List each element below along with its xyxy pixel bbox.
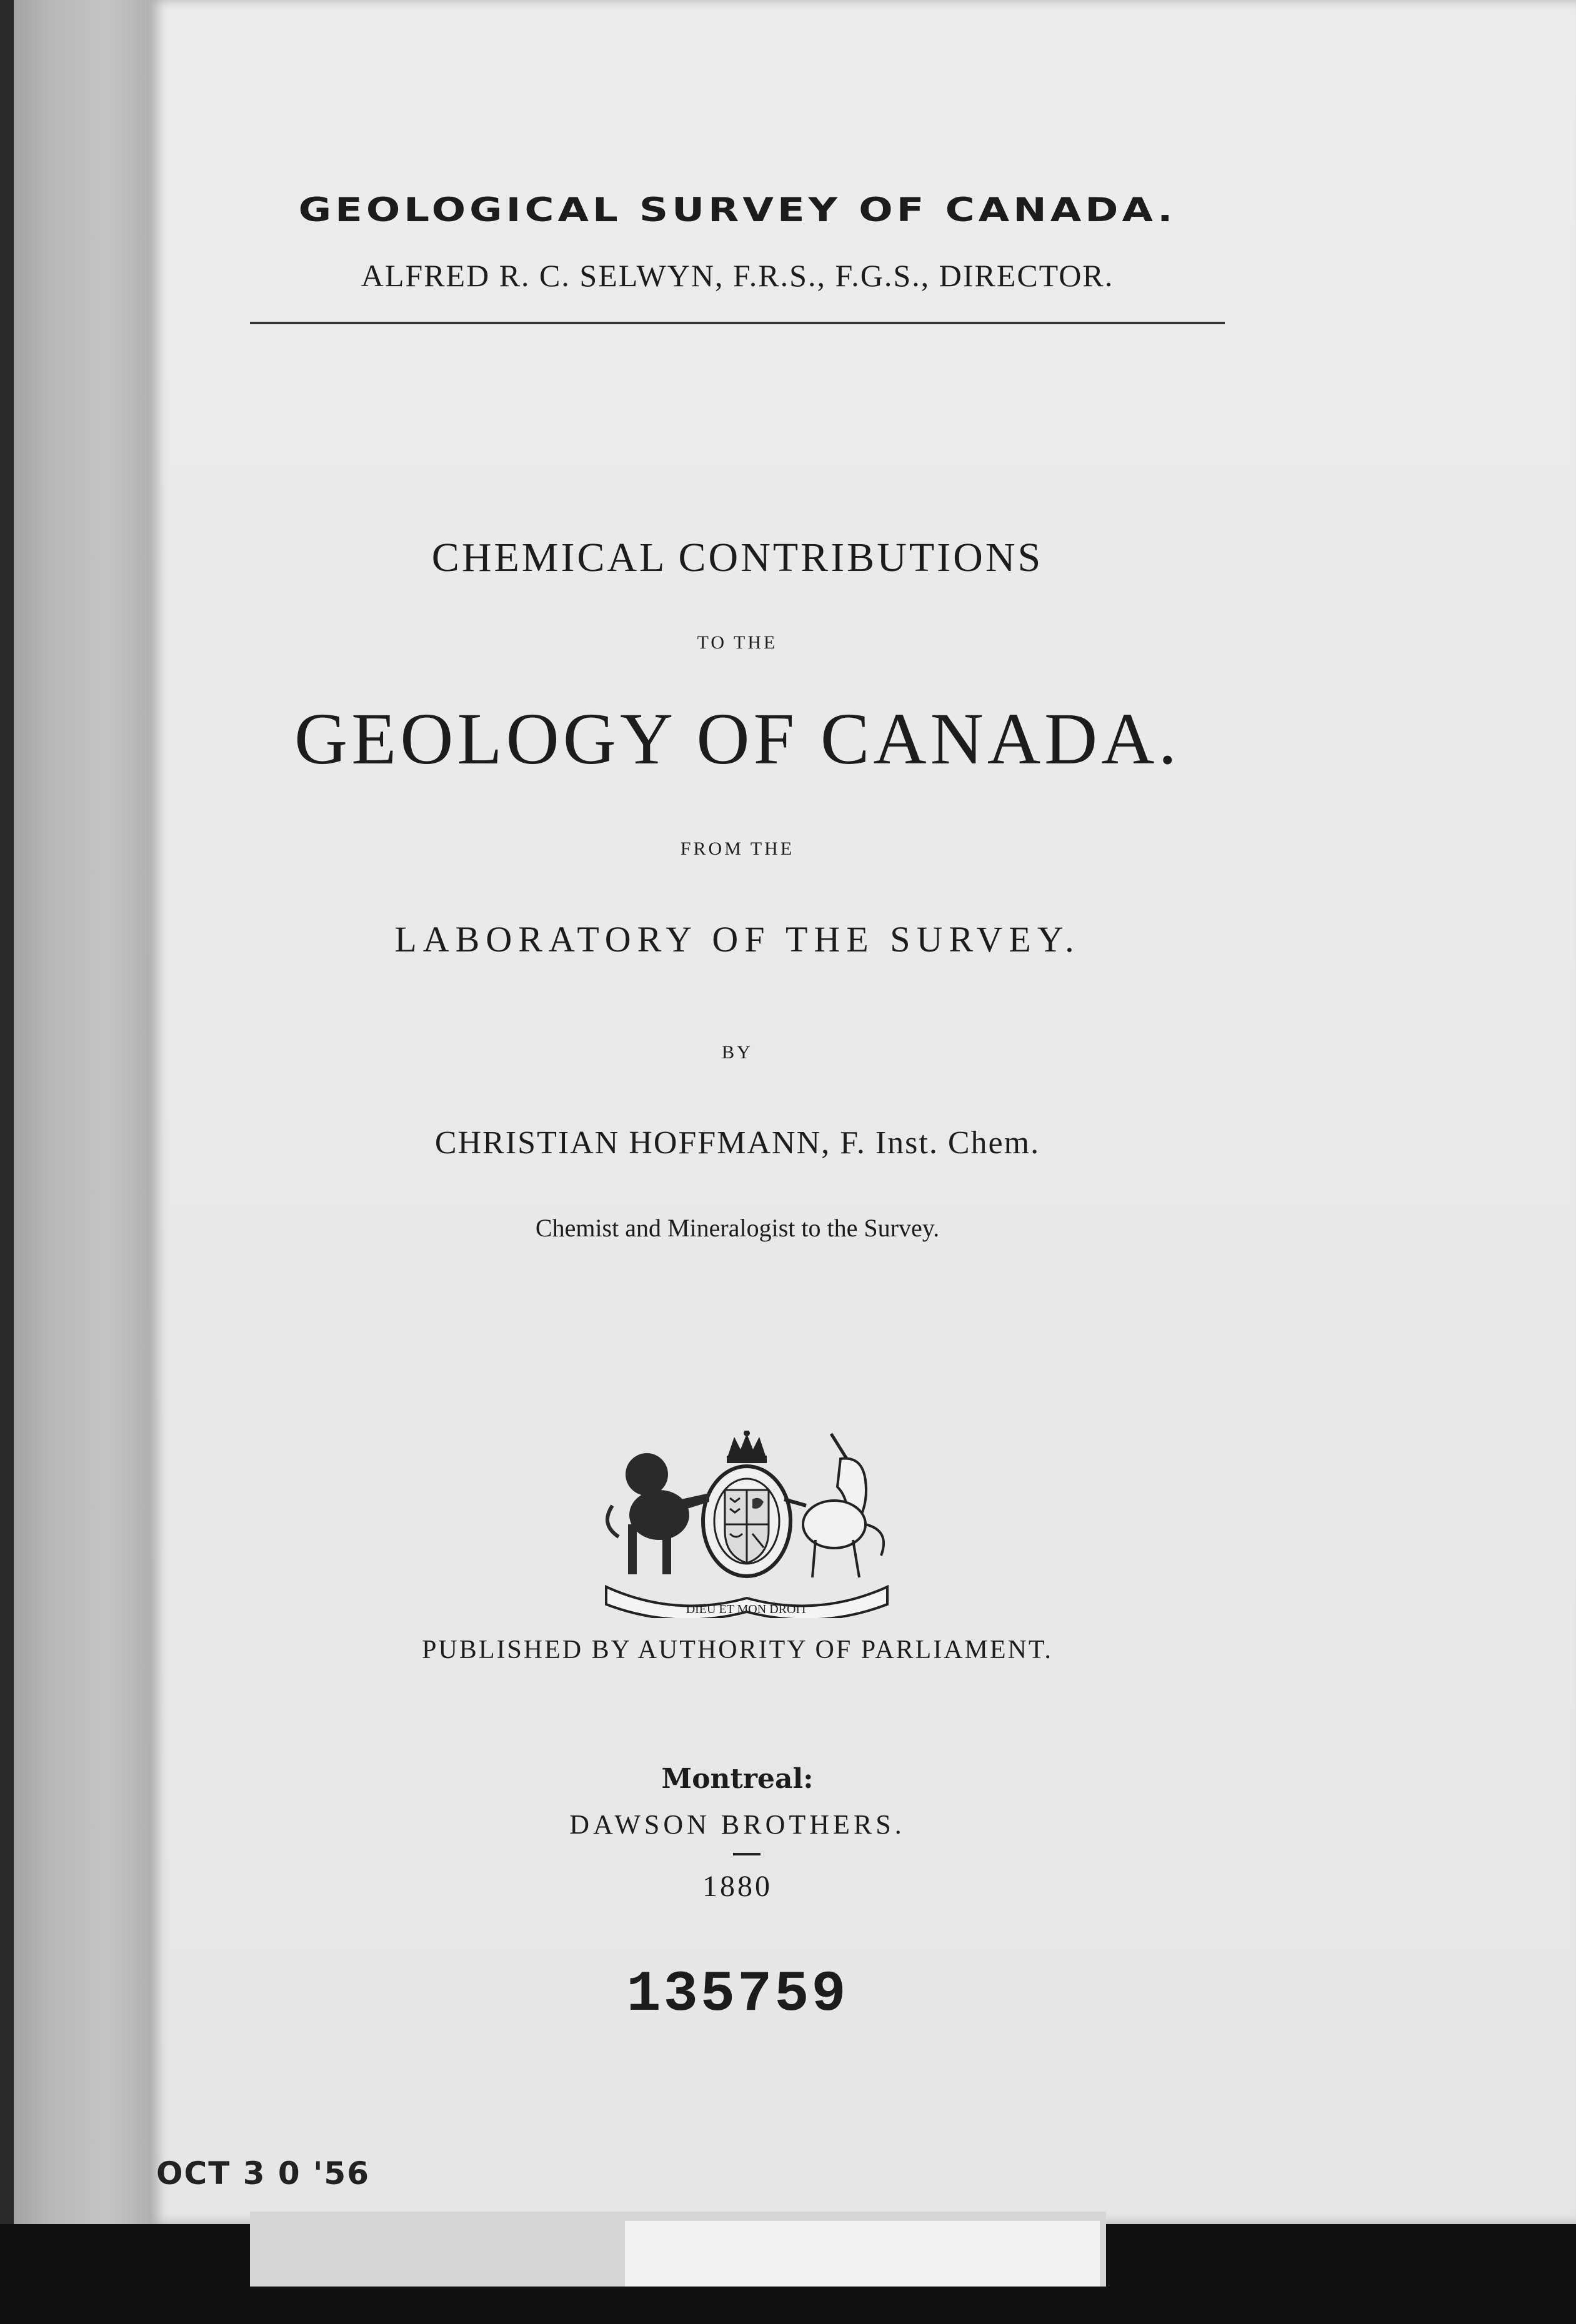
- motto-scroll-icon: [606, 1587, 887, 1618]
- title-line-1: CHEMICAL CONTRIBUTIONS: [431, 535, 1044, 580]
- main-title: GEOLOGY OF CANADA.: [294, 698, 1180, 780]
- director-line: ALFRED R. C. SELWYN, F.R.S., F.G.S., DIRECTOR.: [361, 258, 1114, 293]
- accession-number: 135759: [626, 1962, 849, 2027]
- author-role: Chemist and Mineralogist to the Survey.: [535, 1214, 940, 1242]
- lion-icon: [607, 1453, 709, 1574]
- title-connector-1: TO THE: [697, 632, 778, 653]
- publication-year: 1880: [702, 1870, 772, 1903]
- crown-icon: [727, 1431, 767, 1463]
- shield-icon: [703, 1466, 790, 1576]
- survey-title: GEOLOGICAL SURVEY OF CANADA.: [298, 191, 1177, 230]
- crest-motto: DIEU ET MON DROIT: [686, 1602, 808, 1616]
- book-spine: [0, 0, 153, 2324]
- publisher-rule: [733, 1853, 761, 1855]
- library-date-stamp: OCT 3 0 '56: [156, 2155, 370, 2192]
- publisher-name: DAWSON BROTHERS.: [569, 1809, 905, 1840]
- title-line-2: LABORATORY OF THE SURVEY.: [394, 919, 1080, 960]
- bottom-paper-slip: [625, 2221, 1100, 2287]
- spine-edge: [0, 0, 14, 2324]
- author-name: CHRISTIAN HOFFMANN, F. Inst. Chem.: [434, 1125, 1040, 1161]
- unicorn-icon: [784, 1434, 884, 1577]
- title-connector-2: FROM THE: [680, 838, 795, 859]
- publication-city: Montreal:: [661, 1763, 814, 1795]
- by-line: BY: [722, 1042, 753, 1063]
- publication-authority: PUBLISHED BY AUTHORITY OF PARLIAMENT.: [422, 1636, 1053, 1664]
- royal-coat-of-arms-icon: [600, 1431, 894, 1618]
- header-rule: [250, 322, 1225, 324]
